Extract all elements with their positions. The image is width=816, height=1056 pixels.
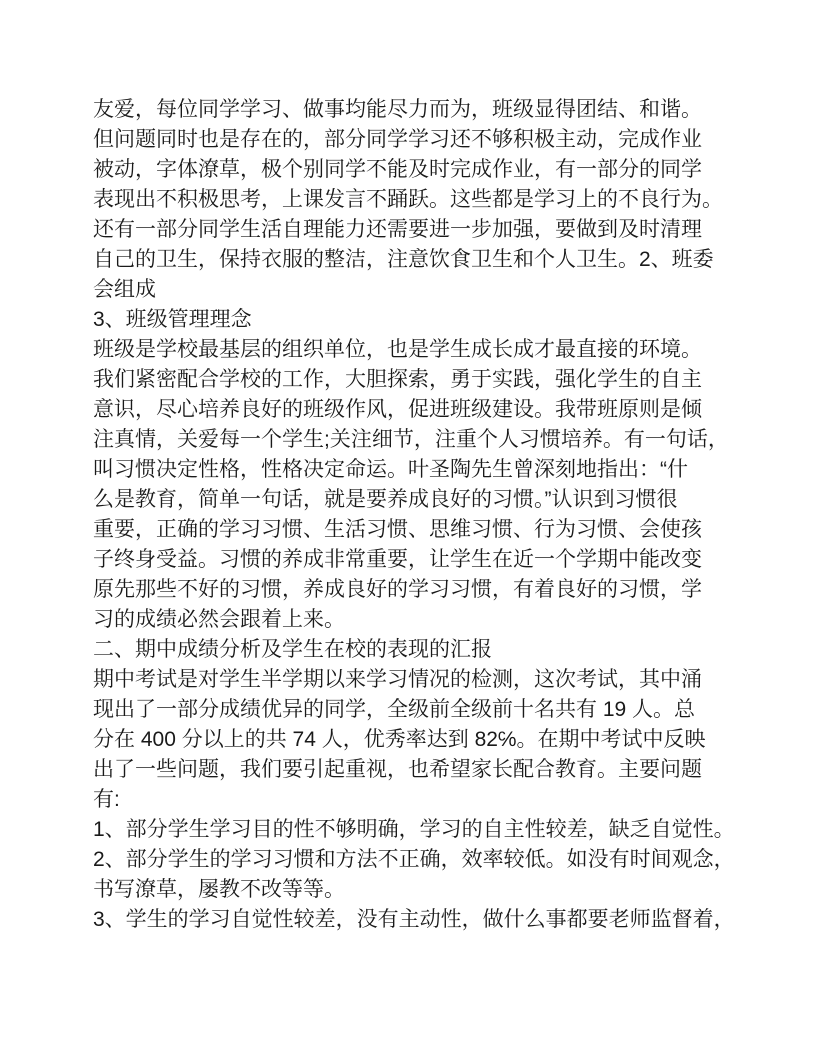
list-item: 1、部分学生学习目的性不够明确，学习的自主性较差，缺乏自觉性。 [93, 818, 735, 841]
text-line: 3、班级管理理念 [93, 308, 252, 331]
text-line: 班级是学校最基层的组织单位，也是学生成长成才最直接的环境。 [93, 338, 702, 361]
text-line: 被动，字体潦草，极个别同学不能及时完成作业，有一部分的同学 [93, 158, 702, 181]
text-line: 分在 400 分以上的共 74 人，优秀率达到 82℅。在期中考试中反映 [93, 728, 706, 751]
text-line: 么是教育，简单一句话，就是要养成良好的习惯。”认识到习惯很 [93, 488, 678, 511]
list-item: 3、学生的学习自觉性较差，没有主动性，做什么事都要老师监督着， [93, 908, 735, 931]
text-line: 友爱，每位同学学习、做事均能尽力而为，班级显得团结、和谐。 [93, 98, 702, 121]
text-line: 习的成绩必然会跟着上来。 [93, 608, 345, 631]
text-line: 子终身受益。习惯的养成非常重要，让学生在近一个学期中能改变 [93, 548, 702, 571]
text-line: 会组成 [93, 278, 156, 301]
text-line: 原先那些不好的习惯，养成良好的学习习惯，有着良好的习惯，学 [93, 578, 702, 601]
text-line: 有: [93, 788, 120, 811]
text-line: 我们紧密配合学校的工作，大胆探索，勇于实践，强化学生的自主 [93, 368, 702, 391]
text-line: 还有一部分同学生活自理能力还需要进一步加强，要做到及时清理 [93, 218, 702, 241]
list-item: 2、部分学生的学习习惯和方法不正确，效率较低。如没有时间观念， [93, 848, 735, 871]
text-line: 表现出不积极思考，上课发言不踊跃。这些都是学习上的不良行为。 [93, 188, 723, 211]
text-line: 出了一些问题，我们要引起重视，也希望家长配合教育。主要问题 [93, 758, 702, 781]
text-line: 期中考试是对学生半学期以来学习情况的检测，这次考试，其中涌 [93, 668, 702, 691]
text-line: 书写潦草，屡教不改等等。 [93, 878, 345, 901]
text-line: 但问题同时也是存在的，部分同学学习还不够积极主动，完成作业 [93, 128, 702, 151]
text-line: 重要，正确的学习习惯、生活习惯、思维习惯、行为习惯、会使孩 [93, 518, 702, 541]
document-body [93, 95, 753, 935]
text-line: 意识，尽心培养良好的班级作风，促进班级建设。我带班原则是倾 [93, 398, 702, 421]
text-line: 叫习惯决定性格，性格决定命运。叶圣陶先生曾深刻地指出：“什 [93, 458, 688, 481]
section-heading: 二、期中成绩分析及学生在校的表现的汇报 [93, 638, 492, 661]
text-line: 现出了一部分成绩优异的同学，全级前全级前十名共有 19 人。总 [93, 698, 696, 721]
text-line: 自己的卫生，保持衣服的整洁，注意饮食卫生和个人卫生。2、班委 [93, 248, 714, 271]
text-line: 注真情，关爱每一个学生;关注细节，注重个人习惯培养。有一句话， [93, 428, 729, 451]
